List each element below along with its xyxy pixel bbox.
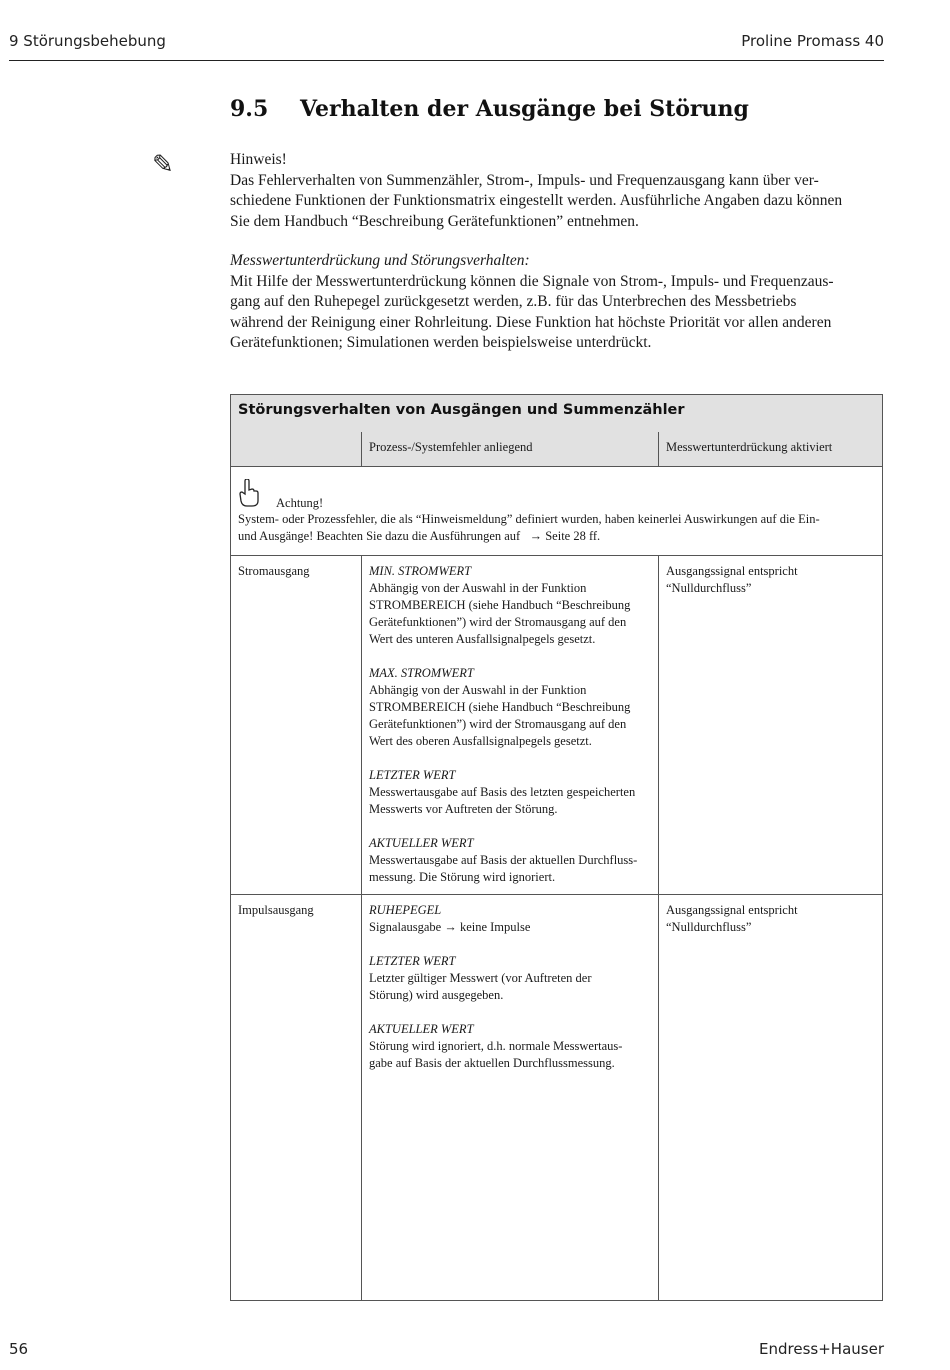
list-item bbox=[369, 665, 654, 750]
list-item bbox=[369, 953, 654, 1004]
running-header-product: Proline Promass 40 bbox=[741, 32, 884, 50]
note-heading: Hinweis! bbox=[230, 151, 287, 168]
option-title: AKTUELLER WERT bbox=[369, 836, 474, 850]
option-line: messung. Die Störung wird ignoriert. bbox=[369, 870, 556, 884]
option-line: Wert des unteren Ausfallsignalpegels gesetzt. bbox=[369, 632, 596, 646]
option-line: Signalausgabe → keine Impulse bbox=[369, 920, 531, 934]
option-line: STROMBEREICH (siehe Handbuch “Beschreibung bbox=[369, 700, 631, 714]
table-title: Störungsverhalten von Ausgängen und Summenzähler bbox=[238, 402, 685, 418]
pointing-hand-icon bbox=[238, 479, 260, 507]
cell-line: Ausgangssignal entspricht bbox=[666, 564, 798, 578]
option-line: STROMBEREICH (siehe Handbuch “Beschreibung bbox=[369, 598, 631, 612]
list-item bbox=[369, 902, 654, 936]
column-divider bbox=[361, 432, 362, 466]
list-item bbox=[369, 563, 654, 648]
option-line: Messwerts vor Auftreten der Störung. bbox=[369, 802, 558, 816]
cell-line: Ausgangssignal entspricht bbox=[666, 903, 798, 917]
option-line: Wert des oberen Ausfallsignalpegels gesetzt. bbox=[369, 734, 592, 748]
warning-line-text: und Ausgänge! Beachten Sie dazu die Ausführungen auf bbox=[238, 529, 521, 543]
header-rule bbox=[9, 60, 884, 61]
page-reference-link[interactable]: Seite 28 ff. bbox=[545, 529, 601, 543]
option-line: Messwertausgabe auf Basis der aktuellen Durchfluss- bbox=[369, 853, 638, 867]
suppression-line: gang auf den Ruhepegel zurückgesetzt werden, z.B. für das Unterbrechen des Messbetriebs bbox=[230, 293, 797, 310]
list-item bbox=[369, 1021, 654, 1072]
page-number: 56 bbox=[9, 1340, 29, 1358]
note-line: Das Fehlerverhalten von Summenzähler, Strom-, Impuls- und Frequenzausgang kann über ver- bbox=[230, 171, 819, 189]
option-title: RUHEPEGEL bbox=[369, 903, 442, 917]
option-line: gabe auf Basis der aktuellen Durchflussmessung. bbox=[369, 1056, 615, 1070]
column-header-suppression: Messwertunterdrückung aktiviert bbox=[666, 440, 833, 454]
option-line: Abhängig von der Auswahl in der Funktion bbox=[369, 683, 587, 697]
row-divider bbox=[231, 894, 882, 895]
pulse-output-suppression-cell bbox=[666, 902, 876, 936]
warning-label: Achtung! bbox=[276, 496, 324, 510]
cell-line: “Nulldurchfluss” bbox=[666, 920, 752, 934]
suppression-line: Gerätefunktionen; Simulationen werden beispielsweise unterdrückt. bbox=[230, 334, 652, 351]
running-header-chapter: 9 Störungsbehebung bbox=[9, 32, 166, 50]
brand-logo-text: Endress+Hauser bbox=[759, 1340, 884, 1358]
section-title-text: Verhalten der Ausgänge bei Störung bbox=[300, 96, 749, 122]
list-item bbox=[369, 767, 654, 818]
suppression-block bbox=[230, 251, 882, 354]
pencil-icon: ✎ bbox=[152, 150, 174, 180]
suppression-heading: Messwertunterdrückung und Störungsverhalten: bbox=[230, 252, 530, 269]
table-header bbox=[231, 395, 882, 467]
section-title bbox=[230, 96, 749, 122]
fault-behaviour-table bbox=[230, 394, 883, 1301]
note-block bbox=[230, 150, 882, 232]
column-divider bbox=[658, 432, 659, 466]
option-title: LETZTER WERT bbox=[369, 954, 456, 968]
warning-line: System- oder Prozessfehler, die als “Hinweismeldung” definiert wurden, haben keinerlei Auswirkungen auf die Ein- bbox=[238, 512, 820, 526]
current-output-fault-cell bbox=[369, 563, 654, 903]
column-header-fault: Prozess-/Systemfehler anliegend bbox=[369, 440, 533, 454]
warning-line bbox=[238, 528, 868, 545]
option-line: Gerätefunktionen”) wird der Stromausgang auf den bbox=[369, 615, 627, 629]
option-title: AKTUELLER WERT bbox=[369, 1022, 474, 1036]
list-item bbox=[369, 835, 654, 886]
option-line: Letzter gültiger Messwert (vor Auftreten der bbox=[369, 971, 592, 985]
option-title: LETZTER WERT bbox=[369, 768, 456, 782]
warning-text bbox=[238, 511, 868, 545]
option-title: MAX. STROMWERT bbox=[369, 666, 474, 680]
note-line: schiedene Funktionen der Funktionsmatrix eingestellt werden. Ausführliche Angaben dazu können bbox=[230, 192, 843, 209]
section-number: 9.5 bbox=[230, 96, 269, 122]
suppression-line: Mit Hilfe der Messwertunterdrückung können die Signale von Strom-, Impuls- und Frequenzaus- bbox=[230, 272, 834, 290]
option-line: Abhängig von der Auswahl in der Funktion bbox=[369, 581, 587, 595]
arrow-icon: → bbox=[529, 529, 543, 543]
option-line: Störung wird ignoriert, d.h. normale Messwertaus- bbox=[369, 1039, 623, 1053]
suppression-line: während der Reinigung einer Rohrleitung. Diese Funktion hat höchste Priorität vor allen anderen bbox=[230, 313, 832, 331]
row-label-current-output: Stromausgang bbox=[238, 564, 310, 578]
row-divider bbox=[231, 555, 882, 556]
row-label-pulse-output: Impulsausgang bbox=[238, 903, 314, 917]
option-line: Gerätefunktionen”) wird der Stromausgang auf den bbox=[369, 717, 627, 731]
option-title: MIN. STROMWERT bbox=[369, 564, 472, 578]
cell-line: “Nulldurchfluss” bbox=[666, 581, 752, 595]
current-output-suppression-cell bbox=[666, 563, 876, 597]
column-divider bbox=[658, 555, 659, 1300]
option-line: Messwertausgabe auf Basis des letzten gespeicherten bbox=[369, 785, 636, 799]
pulse-output-fault-cell bbox=[369, 902, 654, 1089]
column-divider bbox=[361, 555, 362, 1300]
note-line: Sie dem Handbuch “Beschreibung Gerätefunktionen” entnehmen. bbox=[230, 212, 639, 230]
option-line: Störung) wird ausgegeben. bbox=[369, 988, 504, 1002]
